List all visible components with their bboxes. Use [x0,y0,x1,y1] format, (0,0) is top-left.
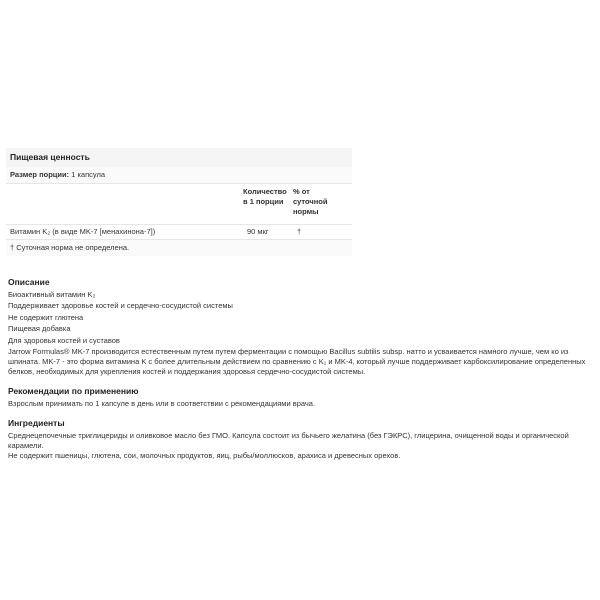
table-header-row [6,184,352,225]
nutrient-daily-value: † [297,227,302,236]
description-paragraph: Jarrow Formulas® MK-7 производится естественным путем путем ферментации с помощью Bacillus subtilis subsp. натто и усваивается намного лучше, чем ко из шпината. MK-7 - это форма витамина K с более длительным действием по сравнению с K₁ и MK-4, который лучше поддерживает карбоксилирование определенных белков, необходимых для укрепления костей и поддержания здоровья сердечно-сосудистой системы. [8,346,586,376]
ingredients-free-from: Не содержит пшеницы, глютена, сои, молочных продуктов, яиц, рыбы/моллюсков, арахиса и древесных орехов. [8,451,401,460]
ingredients-title: Ингредиенты [8,418,65,428]
list-item: Поддерживает здоровье костей и сердечно-сосудистой системы [8,301,233,311]
list-item: Пищевая добавка [8,324,71,334]
serving-size-value: 1 капсула [71,170,106,179]
list-item: Не содержит глютена [8,312,84,322]
usage-text: Взрослым принимать по 1 капсуле в день или в соответствии с рекомендациями врача. [8,399,316,408]
nutrient-amount: 90 мкг [247,227,269,236]
nutrient-name: Витамин K₂ (в виде MK-7 [менахинона-7]) [10,227,156,236]
table-row [6,225,352,240]
list-item: Биоактивный витамин K₂ [8,290,96,299]
column-header-amount: Количество в 1 порции [243,187,287,206]
usage-title: Рекомендации по применению [8,386,139,396]
header-spacer [6,184,243,224]
description-section [8,277,598,377]
ingredients-section [8,418,598,461]
column-header-daily-value: % от суточной нормы [293,187,328,216]
description-title: Описание [8,277,50,287]
nutrition-facts-title: Пищевая ценность [6,148,352,167]
nutrition-facts-table [6,148,352,256]
ingredients-text: Среднецепочечные триглицериды и оливковое масло без ГМО. Капсула состоит из бычьего желатина (без ГЭКРС), глицерина, очищенной воды и органической карамели. [8,431,569,450]
serving-size-label: Размер порции: [10,170,70,179]
list-item: Для здоровья костей и суставов [8,335,120,345]
facts-footnote: † Суточная норма не определена. [6,240,352,256]
serving-size-row [6,167,352,184]
usage-section [8,386,598,409]
